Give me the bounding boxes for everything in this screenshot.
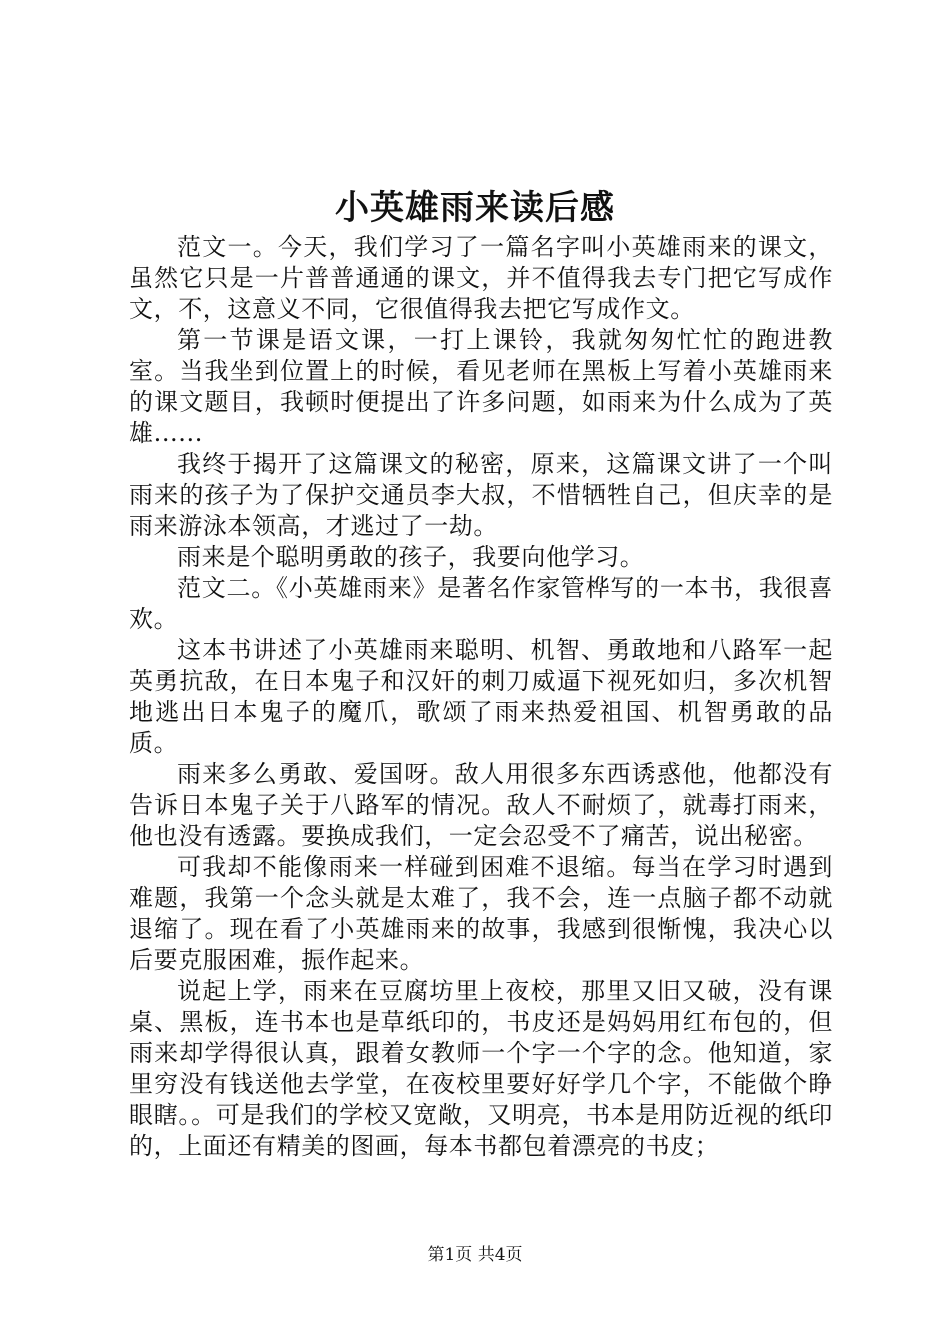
- paragraph: 范文一。今天，我们学习了一篇名字叫小英雄雨来的课文，虽然它只是一片普普通通的课文，并不值得我去专门把它写成作文，不，这意义不同，它很值得我去把它写成作文。: [129, 233, 833, 323]
- paragraph: 这本书讲述了小英雄雨来聪明、机智、勇敢地和八路军一起英勇抗敌，在日本鬼子和汉奸的刺刀威逼下视死如归，多次机智地逃出日本鬼子的魔爪，歌颂了雨来热爱祖国、机智勇敢的品质。: [129, 636, 833, 757]
- paragraph: 雨来是个聪明勇敢的孩子，我要向他学习。: [177, 543, 645, 571]
- paragraph: 第一节课是语文课，一打上课铃，我就匆匆忙忙的跑进教室。当我坐到位置上的时候，看见老师在黑板上写着小英雄雨来的课文题目，我顿时便提出了许多问题，如雨来为什么成为了英雄......: [129, 326, 833, 447]
- document-body: [129, 232, 833, 1162]
- paragraph: 说起上学，雨来在豆腐坊里上夜校，那里又旧又破，没有课桌、黑板，连书本也是草纸印的，书皮还是妈妈用红布包的，但雨来却学得很认真，跟着女教师一个字一个字的念。他知道，家里穷没有钱送他去学堂，在夜校里要好好学几个字，不能做个睁眼瞎。。可是我们的学校又宽敞，又明亮，书本是用防近视的纸印的，上面还有精美的图画，每本书都包着漂亮的书皮；: [129, 977, 833, 1160]
- paragraph: 雨来多么勇敢、爱国呀。敌人用很多东西诱惑他，他都没有告诉日本鬼子关于八路军的情况。敌人不耐烦了，就毒打雨来，他也没有透露。要换成我们，一定会忍受不了痛苦，说出秘密。: [129, 760, 833, 850]
- paragraph: 可我却不能像雨来一样碰到困难不退缩。每当在学习时遇到难题，我第一个念头就是太难了，我不会，连一点脑子都不动就退缩了。现在看了小英雄雨来的故事，我感到很惭愧，我决心以后要克服困难，振作起来。: [129, 853, 833, 974]
- document-title: 小英雄雨来读后感: [335, 188, 615, 228]
- paragraph: 范文二。《小英雄雨来》是著名作家管桦写的一本书，我很喜欢。: [129, 574, 833, 633]
- page-footer: 第1页 共4页: [427, 1245, 523, 1265]
- paragraph: 我终于揭开了这篇课文的秘密，原来，这篇课文讲了一个叫雨来的孩子为了保护交通员李大叔，不惜牺牲自己，但庆幸的是雨来游泳本领高，才逃过了一劫。: [129, 450, 833, 540]
